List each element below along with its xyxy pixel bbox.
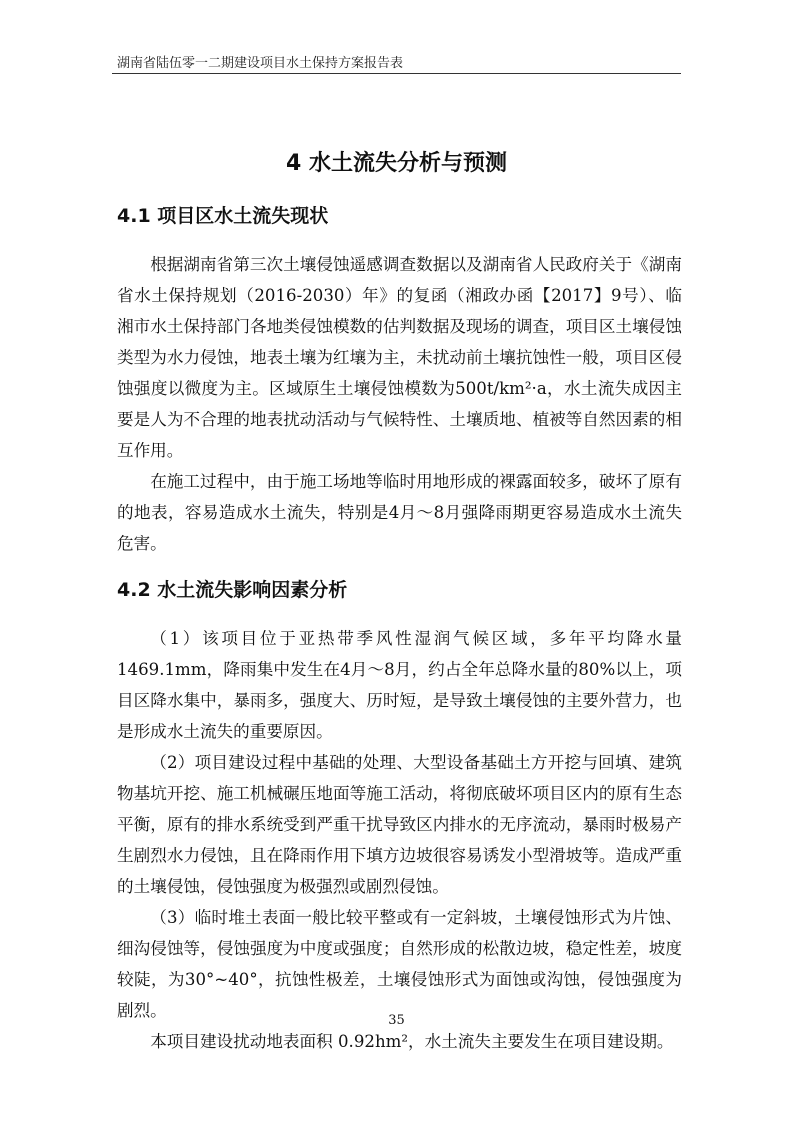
running-header: 湖南省陆伍零一二期建设项目水土保持方案报告表 [117, 56, 404, 71]
body-content [117, 203, 682, 1057]
paragraph: （1）该项目位于亚热带季风性湿润气候区域，多年平均降水量 1469.1mm，降雨集中发生在4月～8月，约占全年总降水量的80%以上，项目区降水集中，暴雨多，强度大、历时短，是导致土壤侵蚀的主要外营力，也是形成水土流失的重要原因。 [117, 629, 682, 741]
section-4-1 [117, 203, 682, 559]
page-number: 35 [388, 1013, 405, 1028]
paragraph: 根据湖南省第三次土壤侵蚀遥感调查数据以及湖南省人民政府关于《湖南省水土保持规划（2016-2030）年》的复函（湘政办函【2017】9号）、临湘市水土保持部门各地类侵蚀模数的估判数据及现场的调查，项目区土壤侵蚀类型为水力侵蚀，地表土壤为红壤为主，未扰动前土壤抗蚀性一般，项目区侵蚀强度以微度为主。区域原生土壤侵蚀模数为500t/km²·a，水土流失成因主要是人为不合理的地表扰动活动与气候特性、土壤质地、植被等自然因素的相互作用。 [117, 255, 682, 460]
paragraph: 在施工过程中，由于施工场地等临时用地形成的裸露面较多，破坏了原有的地表，容易造成水土流失，特别是4月～8月强降雨期更容易造成水土流失危害。 [117, 472, 682, 553]
section-heading: 4.2 水土流失影响因素分析 [117, 579, 348, 601]
section-heading: 4.1 项目区水土流失现状 [117, 205, 329, 227]
header-divider [112, 73, 681, 74]
paragraph: （2）项目建设过程中基础的处理、大型设备基础土方开挖与回填、建筑物基坑开挖、施工机械碾压地面等施工活动，将彻底破坏项目区内的原有生态平衡，原有的排水系统受到严重干扰导致区内排水的无序流动，暴雨时极易产生剧烈水力侵蚀，且在降雨作用下填方边坡很容易诱发小型滑坡等。造成严重的土壤侵蚀，侵蚀强度为极强烈或剧烈侵蚀。 [117, 753, 682, 896]
paragraph: 本项目建设扰动地表面积 0.92hm²，水土流失主要发生在项目建设期。 [150, 1032, 674, 1051]
paragraph: （3）临时堆土表面一般比较平整或有一定斜坡，土壤侵蚀形式为片蚀、细沟侵蚀等，侵蚀强度为中度或强度；自然形成的松散边坡，稳定性差，坡度较陡，为30°~40°，抗蚀性极差，土壤侵蚀形式为面蚀或沟蚀，侵蚀强度为剧烈。 [117, 908, 682, 1020]
section-4-2 [117, 577, 682, 1057]
chapter-title: 4 水土流失分析与预测 [286, 151, 507, 176]
